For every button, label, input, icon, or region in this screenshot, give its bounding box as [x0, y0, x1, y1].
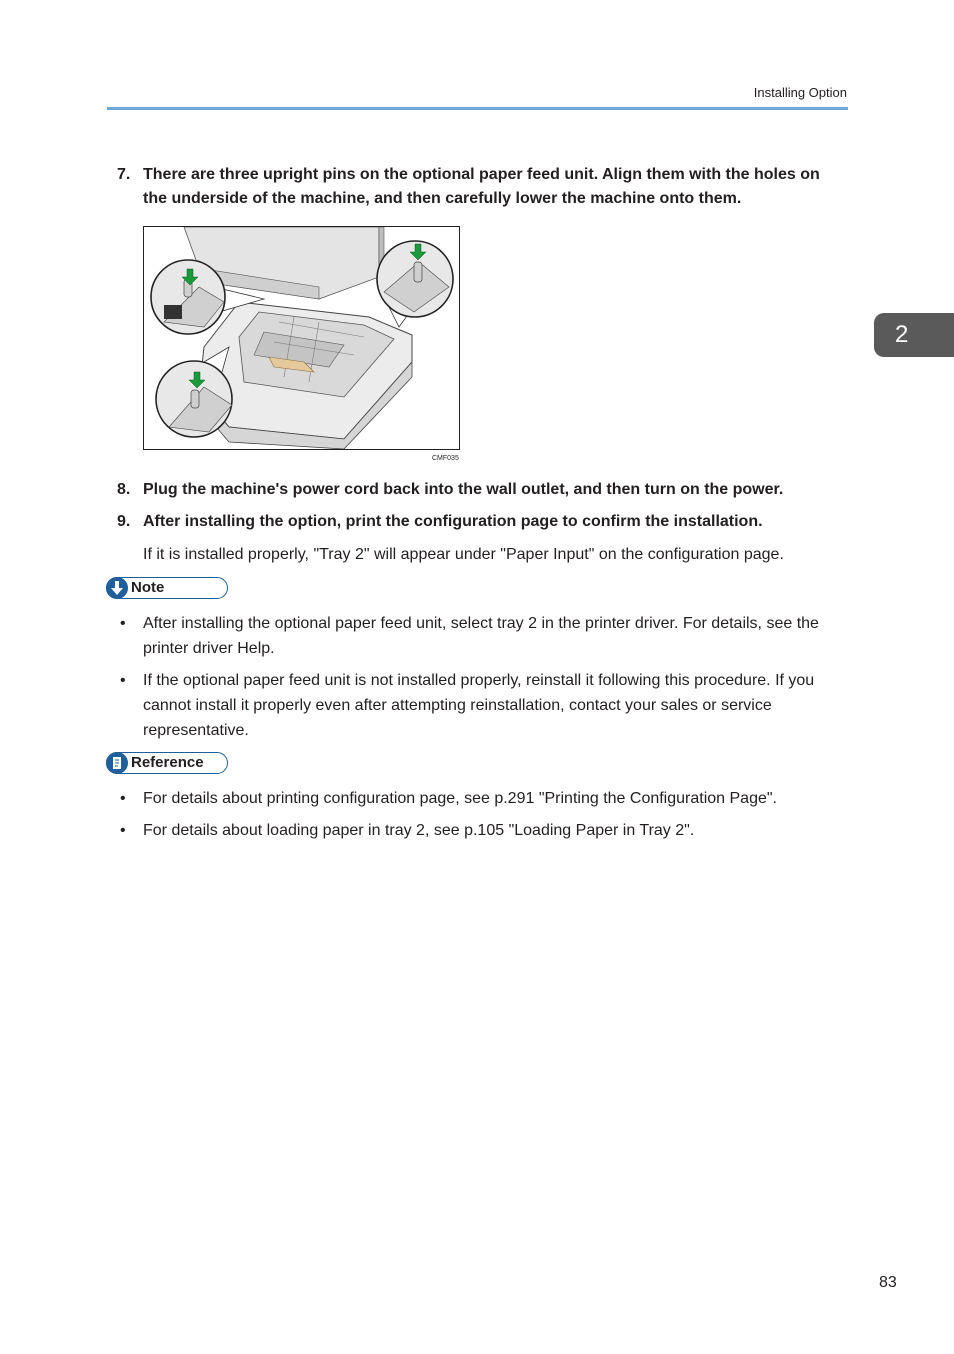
reference-item — [120, 786, 830, 811]
reference-item — [120, 818, 830, 843]
step-number: 7. — [117, 166, 131, 183]
figure-code: CMF035 — [432, 455, 459, 462]
step-text: After installing the option, print the configuration page to confirm the installation. — [143, 513, 763, 530]
note-item-text: After installing the optional paper feed unit, select tray 2 in the printer driver. For details, see the printer driver Help. — [143, 615, 819, 657]
bullet-icon: • — [120, 822, 126, 839]
reference-badge — [106, 752, 228, 774]
page-number: 83 — [879, 1274, 897, 1291]
reference-item-text: For details about loading paper in tray 2, see p.105 "Loading Paper in Tray 2". — [143, 822, 695, 839]
reference-item-text: For details about printing configuration page, see p.291 "Printing the Configuration Page". — [143, 790, 777, 807]
note-item — [120, 611, 830, 661]
note-item — [120, 668, 830, 743]
note-badge — [106, 577, 228, 599]
bullet-icon: • — [120, 790, 126, 807]
step-9 — [117, 510, 847, 534]
step-text: Plug the machine's power cord back into the wall outlet, and then turn on the power. — [143, 481, 784, 498]
header-rule — [107, 107, 848, 110]
running-header: Installing Option — [753, 85, 847, 100]
down-arrow-circle-icon — [106, 577, 128, 599]
step-9-detail: If it is installed properly, "Tray 2" will appear under "Paper Input" on the configuration page. — [143, 546, 784, 563]
bullet-icon: • — [120, 615, 126, 632]
note-label: Note — [131, 579, 165, 596]
step-7 — [117, 163, 847, 211]
reference-label: Reference — [131, 754, 204, 771]
step-text: There are three upright pins on the optional paper feed unit. Align them with the holes on the underside of the machine, and then carefully lower the machine onto them. — [143, 166, 820, 207]
step-8 — [117, 478, 847, 502]
chapter-number: 2 — [895, 321, 909, 348]
document-circle-icon — [106, 752, 128, 774]
step-number: 9. — [117, 513, 131, 530]
bullet-icon: • — [120, 672, 126, 689]
step-number: 8. — [117, 481, 131, 498]
paper-feed-unit-illustration — [143, 226, 460, 450]
note-item-text: If the optional paper feed unit is not installed properly, reinstall it following this procedure. If you cannot install it properly even after attempting reinstallation, contact your sales or service representative. — [143, 672, 815, 739]
chapter-tab — [874, 313, 954, 357]
